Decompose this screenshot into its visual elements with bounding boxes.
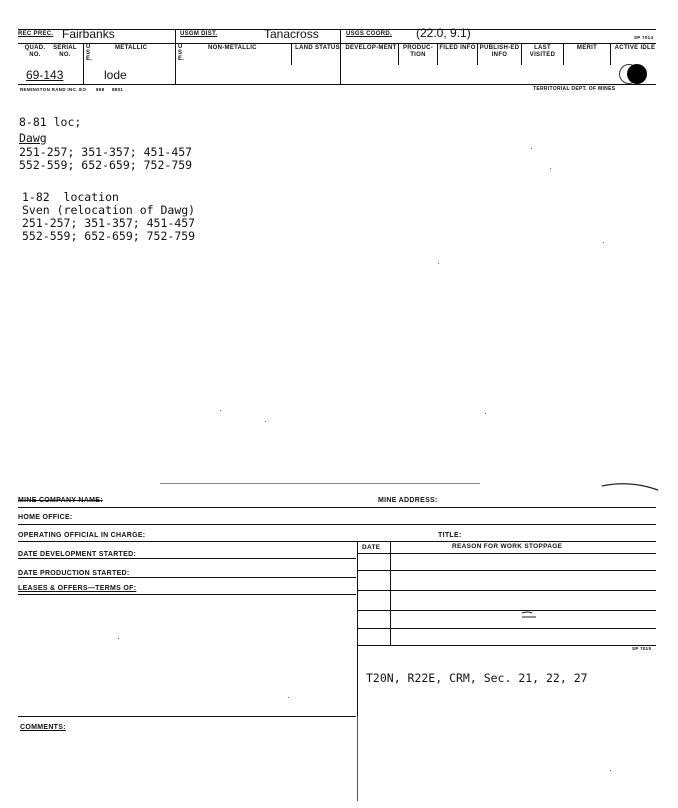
usgs-coord-label: USGS COORD. <box>346 31 392 37</box>
col-active-idle: ACTIVE IDLE <box>614 45 656 51</box>
usgs-dist-label: USGM DIST. <box>180 31 218 37</box>
mine-address-label: MINE ADDRESS: <box>378 497 438 504</box>
date-header: DATE <box>362 544 381 551</box>
note1-line1: 8-81 loc; <box>19 115 82 129</box>
col-land-status: LAND STATUS <box>295 45 340 51</box>
leases-offers-label: LEASES & OFFERS—TERMS OF: <box>18 585 137 592</box>
reason-header: REASON FOR WORK STOPPAGE <box>452 543 563 550</box>
note1-line3: 251-257; 351-357; 451-457 <box>19 145 193 159</box>
note2-line3: 251-257; 351-357; 451-457 <box>22 216 196 230</box>
usgs-coord-value: (22.0, 9.1) <box>416 26 471 40</box>
note1-line4: 552-559; 652-659; 752-759 <box>19 158 193 172</box>
col-use-1: U S E. <box>86 44 93 62</box>
col-production: PRODUC-TION <box>402 45 434 58</box>
printer-credit: REMINGTON RAND INC. EO <box>20 87 87 92</box>
col-metallic: METALLIC <box>115 45 148 51</box>
printer-code-1: 868 <box>96 87 105 92</box>
col-use-2: U S E. <box>178 44 185 62</box>
title-label: TITLE: <box>438 532 462 539</box>
rec-prec-value: Fairbanks <box>62 27 115 41</box>
col-serial-no: SERIAL NO. <box>53 45 77 58</box>
form-number: SP 7014 <box>634 35 654 40</box>
col-filed-info: FILED INFO <box>439 45 476 51</box>
home-office-label: HOME OFFICE: <box>18 514 73 521</box>
rec-prec-label: REC PREC. <box>18 31 54 37</box>
usgs-dist-value: Tanacross <box>264 27 319 41</box>
pen-stroke <box>600 480 660 500</box>
mine-company-name-label: MINE COMPANY NAME: <box>18 497 103 504</box>
note2-line2: Sven (relocation of Dawg) <box>22 203 196 217</box>
date-production-label: DATE PRODUCTION STARTED: <box>18 570 130 577</box>
quad-serial-value: 69-143 <box>26 68 64 82</box>
col-development: DEVELOP-MENT <box>345 45 397 51</box>
operating-official-label: OPERATING OFFICIAL IN CHARGE: <box>18 532 146 539</box>
note2-line1: 1-82 location <box>22 190 119 204</box>
comments-label: COMMENTS: <box>20 724 66 731</box>
printer-code-2: 8801 <box>112 87 124 92</box>
col-non-metallic: NON-METALLIC <box>208 45 257 51</box>
note2-line4: 552-559; 652-659; 752-759 <box>22 229 196 243</box>
col-quad-no: QUAD. NO. <box>24 45 46 58</box>
note1-line2: Dawg <box>19 131 47 145</box>
punch-hole-filled <box>627 64 647 84</box>
date-development-label: DATE DEVELOPMENT STARTED: <box>18 551 137 558</box>
col-merit: MERIT <box>576 45 598 51</box>
metallic-value: lode <box>104 68 127 82</box>
col-last-visited: LAST VISITED <box>529 45 556 58</box>
pen-mark <box>520 610 540 620</box>
form-number-2: SP 7015 <box>632 646 652 651</box>
location-text: T20N, R22E, CRM, Sec. 21, 22, 27 <box>366 671 588 685</box>
department-name: TERRITORIAL DEPT. OF MINES <box>533 86 616 92</box>
col-published-info: PUBLISH-ED INFO <box>479 45 520 58</box>
